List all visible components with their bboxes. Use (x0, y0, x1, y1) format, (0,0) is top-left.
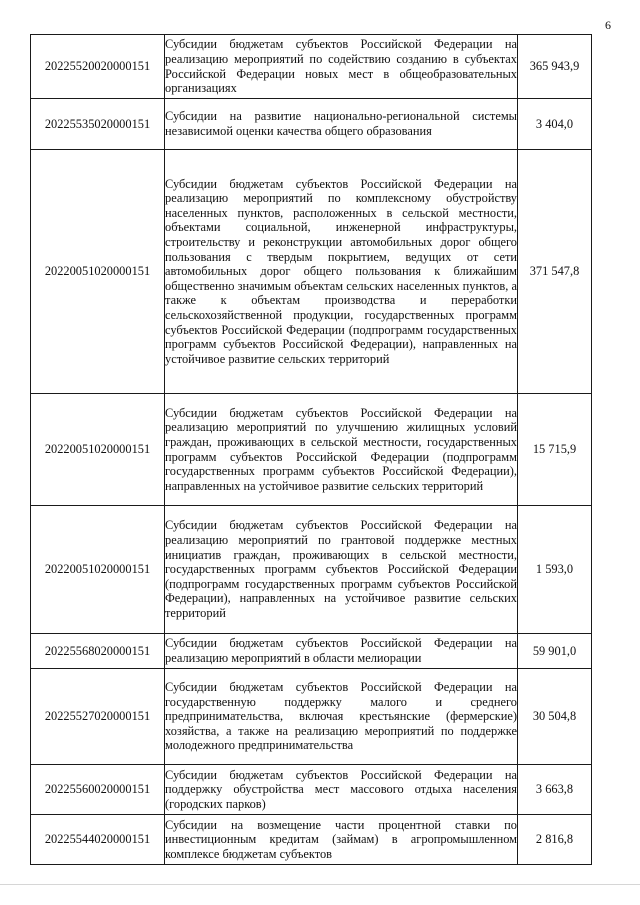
amount-cell: 3 663,8 (518, 765, 592, 815)
budget-code-cell: 20225544020000151 (31, 815, 165, 865)
table-row (31, 634, 592, 669)
page-number: 6 (605, 18, 611, 32)
description-cell: Субсидии на возмещение части процентной ставки по инвестиционным кредитам (займам) в агропромышленном комплексе бюджетам субъектов (165, 815, 518, 865)
scan-edge-line (0, 884, 640, 885)
amount-cell: 2 816,8 (518, 815, 592, 865)
budget-code-cell: 20225560020000151 (31, 765, 165, 815)
description-cell: Субсидии бюджетам субъектов Российской Федерации на реализацию мероприятий по содействию созданию в субъектах Российской Федерации новых мест в общеобразовательных организациях (165, 35, 518, 99)
budget-code-cell: 20225568020000151 (31, 634, 165, 669)
table-row (31, 815, 592, 865)
table-row (31, 394, 592, 506)
table-row (31, 35, 592, 99)
description-cell: Субсидии бюджетам субъектов Российской Федерации на реализацию мероприятий по грантовой поддержке местных инициатив граждан, проживающих в сельской местности, государственных программ субъектов Российской Федерации (подпрограмм государственных программ субъектов Российской Федерации), направленных на устойчивое развитие сельских территорий (165, 506, 518, 634)
amount-cell: 365 943,9 (518, 35, 592, 99)
description-cell: Субсидии бюджетам субъектов Российской Федерации на реализацию мероприятий по улучшению жилищных условий граждан, проживающих в сельской местности, государственных программ субъектов Российской Федерации (подпрограмм государственных программ субъектов Российской Федерации), направленных на устойчивое развитие сельских территорий (165, 394, 518, 506)
budget-code-cell: 20220051020000151 (31, 150, 165, 394)
amount-cell: 15 715,9 (518, 394, 592, 506)
amount-cell: 30 504,8 (518, 669, 592, 765)
table-row (31, 669, 592, 765)
amount-cell: 371 547,8 (518, 150, 592, 394)
table-row (31, 506, 592, 634)
amount-cell: 59 901,0 (518, 634, 592, 669)
budget-code-cell: 20220051020000151 (31, 394, 165, 506)
description-cell: Субсидии бюджетам субъектов Российской Федерации на государственную поддержку малого и среднего предпринимательства, включая крестьянские (фермерские) хозяйства, а также на реализацию мероприятий по поддержке молодежного предпринимательства (165, 669, 518, 765)
budget-code-cell: 20220051020000151 (31, 506, 165, 634)
amount-cell: 3 404,0 (518, 99, 592, 150)
table-row (31, 765, 592, 815)
description-cell: Субсидии бюджетам субъектов Российской Федерации на поддержку обустройства мест массового отдыха населения (городских парков) (165, 765, 518, 815)
amount-cell: 1 593,0 (518, 506, 592, 634)
description-cell: Субсидии на развитие национально-региональной системы независимой оценки качества общего образования (165, 99, 518, 150)
budget-table (30, 34, 592, 865)
budget-code-cell: 20225535020000151 (31, 99, 165, 150)
description-cell: Субсидии бюджетам субъектов Российской Федерации на реализацию мероприятий по комплексному обустройству населенных пунктов, расположенных в сельской местности, объектами социальной, инженерной инфраструктуры, строительству и реконструкции автомобильных дорог общего пользования с твердым покрытием, ведущих от сети автомобильных дорог общего пользования к ближайшим общественно значимым объектам сельских населенных пунктов, а также к объектам производства и переработки сельскохозяйственной продукции, государственных программ субъектов Российской Федерации (подпрограмм государственных программ субъектов Российской Федерации), направленных на устойчивое развитие сельских территорий (165, 150, 518, 394)
table-row (31, 99, 592, 150)
budget-code-cell: 20225527020000151 (31, 669, 165, 765)
budget-code-cell: 20225520020000151 (31, 35, 165, 99)
table-row (31, 150, 592, 394)
description-cell: Субсидии бюджетам субъектов Российской Федерации на реализацию мероприятий в области мелиорации (165, 634, 518, 669)
